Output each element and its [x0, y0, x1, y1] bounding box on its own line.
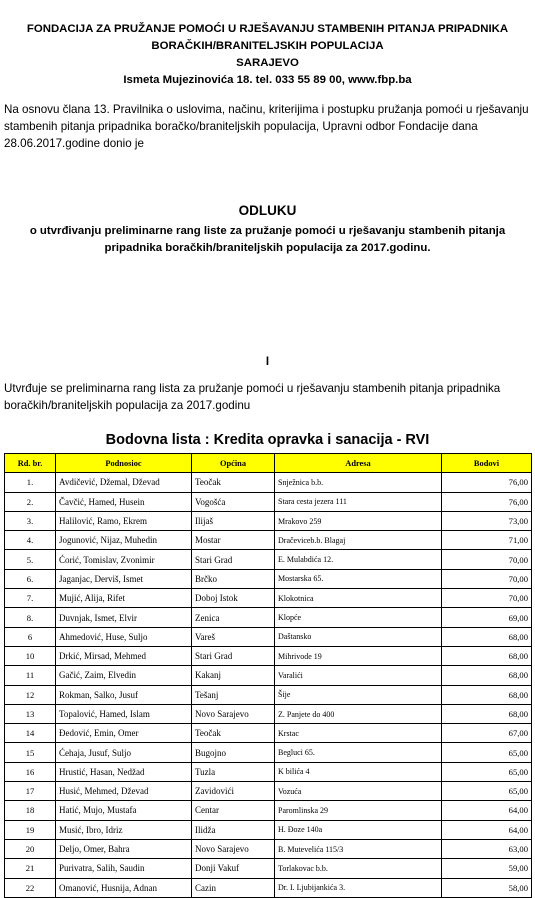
municipality-cell: Vareš [192, 627, 275, 646]
address-cell: Klokotnica [275, 589, 442, 608]
points-cell: 76,00 [442, 492, 532, 511]
header-line-2: BORAČKIH/BRANITELJSKIH POPULACIJA [151, 40, 384, 52]
municipality-cell: Tuzla [192, 762, 275, 781]
table-row [5, 666, 532, 685]
municipality-cell: Cazin [192, 878, 275, 897]
table-row [5, 782, 532, 801]
municipality-cell: Brčko [192, 569, 275, 588]
applicant-cell: Mujić, Alija, Rifet [56, 589, 192, 608]
address-cell: Daštansko [275, 627, 442, 646]
header-line-3: SARAJEVO [236, 57, 299, 69]
points-cell: 71,00 [442, 531, 532, 550]
rank-cell: 7. [5, 589, 56, 608]
municipality-cell: Novo Sarajevo [192, 704, 275, 723]
rank-cell: 21 [5, 859, 56, 878]
table-row [5, 569, 532, 588]
table-row [5, 608, 532, 627]
points-cell: 64,00 [442, 820, 532, 839]
address-cell: Šije [275, 685, 442, 704]
applicant-cell: Jogunović, Nijaz, Muhedin [56, 531, 192, 550]
address-cell: Vozuća [275, 782, 442, 801]
applicant-cell: Deljo, Omer, Bahra [56, 839, 192, 858]
column-header-rank: Rd. br. [5, 454, 56, 473]
rank-cell: 3. [5, 511, 56, 530]
rank-cell: 1. [5, 473, 56, 492]
applicant-cell: Rokman, Salko, Jusuf [56, 685, 192, 704]
points-cell: 65,00 [442, 743, 532, 762]
address-cell: E. Mulabdića 12. [275, 550, 442, 569]
column-header-address: Adresa [275, 454, 442, 473]
rank-cell: 10 [5, 646, 56, 665]
address-cell: H. Đoze 140a [275, 820, 442, 839]
points-cell: 68,00 [442, 704, 532, 723]
municipality-cell: Zenica [192, 608, 275, 627]
decision-subtitle-line-2: pripadnika boračkih/braniteljskih populacija za 2017.godinu. [104, 242, 431, 254]
applicant-cell: Ćehaja, Jusuf, Suljo [56, 743, 192, 762]
rank-cell: 13 [5, 704, 56, 723]
applicant-cell: Musić, Ibro, Idriz [56, 820, 192, 839]
applicant-cell: Ahmedović, Huse, Suljo [56, 627, 192, 646]
rank-cell: 18 [5, 801, 56, 820]
table-row [5, 473, 532, 492]
applicant-cell: Gačić, Zaim, Elvedin [56, 666, 192, 685]
table-row [5, 839, 532, 858]
rank-cell: 15 [5, 743, 56, 762]
municipality-cell: Stari Grad [192, 550, 275, 569]
address-cell: K bilića 4 [275, 762, 442, 781]
address-cell: Klopće [275, 608, 442, 627]
points-cell: 65,00 [442, 762, 532, 781]
address-cell: Mrakovo 259 [275, 511, 442, 530]
table-row [5, 801, 532, 820]
applicant-cell: Omanović, Husnija, Adnan [56, 878, 192, 897]
municipality-cell: Kakanj [192, 666, 275, 685]
municipality-cell: Ilidža [192, 820, 275, 839]
table-row [5, 511, 532, 530]
rank-cell: 19 [5, 820, 56, 839]
municipality-cell: Donji Vakuf [192, 859, 275, 878]
table-row [5, 589, 532, 608]
table-row [5, 743, 532, 762]
rank-cell: 8. [5, 608, 56, 627]
applicant-cell: Đedović, Emin, Omer [56, 724, 192, 743]
table-row [5, 762, 532, 781]
address-cell: Torlakovac b.b. [275, 859, 442, 878]
table-row [5, 550, 532, 569]
municipality-cell: Stari Grad [192, 646, 275, 665]
table-row [5, 878, 532, 897]
points-cell: 69,00 [442, 608, 532, 627]
table-row [5, 859, 532, 878]
municipality-cell: Mostar [192, 531, 275, 550]
points-cell: 68,00 [442, 666, 532, 685]
ranking-table [4, 453, 532, 898]
applicant-cell: Purivatra, Salih, Saudin [56, 859, 192, 878]
table-header-row [5, 454, 532, 473]
points-cell: 76,00 [442, 473, 532, 492]
applicant-cell: Hatić, Mujo, Mustafa [56, 801, 192, 820]
table-row [5, 685, 532, 704]
decision-subtitle-line-1: o utvrđivanju preliminarne rang liste za pružanje pomoći u rješavanju stambenih pitanja [29, 225, 506, 237]
applicant-cell: Husić, Mehmed, Dževad [56, 782, 192, 801]
address-cell: Begluci 65. [275, 743, 442, 762]
points-cell: 70,00 [442, 589, 532, 608]
municipality-cell: Centar [192, 801, 275, 820]
points-cell: 70,00 [442, 550, 532, 569]
points-cell: 65,00 [442, 782, 532, 801]
rank-cell: 11 [5, 666, 56, 685]
applicant-cell: Jaganjac, Derviš, Ismet [56, 569, 192, 588]
applicant-cell: Duvnjak, Ismet, Elvir [56, 608, 192, 627]
table-row [5, 704, 532, 723]
address-cell: Dračeviceb.b. Blagaj [275, 531, 442, 550]
rank-cell: 20 [5, 839, 56, 858]
points-cell: 68,00 [442, 627, 532, 646]
points-cell: 73,00 [442, 511, 532, 530]
header-line-4: Ismeta Mujezinovića 18. tel. 033 55 89 00, www.fbp.ba [123, 74, 412, 86]
municipality-cell: Vogošća [192, 492, 275, 511]
municipality-cell: Tešanj [192, 685, 275, 704]
points-cell: 70,00 [442, 569, 532, 588]
municipality-cell: Doboj Istok [192, 589, 275, 608]
applicant-cell: Topalović, Hamed, Islam [56, 704, 192, 723]
table-row [5, 627, 532, 646]
address-cell: Mihrivode 19 [275, 646, 442, 665]
applicant-cell: Čavčić, Hamed, Husein [56, 492, 192, 511]
address-cell: Mostarska 65. [275, 569, 442, 588]
applicant-cell: Halilović, Ramo, Ekrem [56, 511, 192, 530]
points-cell: 64,00 [442, 801, 532, 820]
rank-cell: 4. [5, 531, 56, 550]
address-cell: Snježnica b.b. [275, 473, 442, 492]
list-title: Bodovna lista : Kredita opravka i sanacija - RVI [105, 432, 430, 448]
address-cell: Z. Panjete do 400 [275, 704, 442, 723]
municipality-cell: Teočak [192, 473, 275, 492]
applicant-cell: Drkić, Mirsad, Mehmed [56, 646, 192, 665]
address-cell: Krstac [275, 724, 442, 743]
header-line-1: FONDACIJA ZA PRUŽANJE POMOĆI U RJEŠAVANJU STAMBENIH PITANJA PRIPADNIKA [26, 23, 509, 35]
municipality-cell: Ilijaš [192, 511, 275, 530]
section-number: I [265, 356, 270, 368]
table-row [5, 724, 532, 743]
table-row [5, 531, 532, 550]
rank-cell: 17 [5, 782, 56, 801]
address-cell: Dr. I. Ljubijankića 3. [275, 878, 442, 897]
rank-cell: 2. [5, 492, 56, 511]
points-cell: 58,00 [442, 878, 532, 897]
points-cell: 68,00 [442, 685, 532, 704]
rank-cell: 14 [5, 724, 56, 743]
applicant-cell: Ćorić, Tomislav, Zvonimir [56, 550, 192, 569]
municipality-cell: Teočak [192, 724, 275, 743]
rank-cell: 12 [5, 685, 56, 704]
address-cell: B. Mutevelića 115/3 [275, 839, 442, 858]
rank-cell: 6 [5, 627, 56, 646]
rank-cell: 16 [5, 762, 56, 781]
applicant-cell: Hrustić, Hasan, Nedžad [56, 762, 192, 781]
points-cell: 63,00 [442, 839, 532, 858]
points-cell: 59,00 [442, 859, 532, 878]
address-cell: Paromlinska 29 [275, 801, 442, 820]
table-body [5, 473, 532, 898]
address-cell: Varalići [275, 666, 442, 685]
rank-cell: 22 [5, 878, 56, 897]
column-header-applicant: Podnosioc [56, 454, 192, 473]
municipality-cell: Novo Sarajevo [192, 839, 275, 858]
points-cell: 68,00 [442, 646, 532, 665]
table-row [5, 646, 532, 665]
address-cell: Stara cesta jezera 111 [275, 492, 442, 511]
column-header-points: Bodovi [442, 454, 532, 473]
applicant-cell: Avdičević, Džemal, Dževad [56, 473, 192, 492]
intro-paragraph: Na osnovu člana 13. Pravilnika o uslovima, načinu, kriterijima i postupku pružanja pomoći u rješavanju stambenih pitanja pripadnika boračko/braniteljskih populacija, Upravni odbor Fondacije dana 28.06.2017.godine donio je [4, 103, 529, 150]
rank-cell: 6. [5, 569, 56, 588]
points-cell: 67,00 [442, 724, 532, 743]
municipality-cell: Zavidovići [192, 782, 275, 801]
decision-title: ODLUKU [238, 203, 297, 218]
rank-cell: 5. [5, 550, 56, 569]
table-row [5, 492, 532, 511]
table-row [5, 820, 532, 839]
section-paragraph: Utvrđuje se preliminarna rang lista za pružanje pomoći u rješavanju stambenih pitanja pripadnika boračkih/braniteljskih populacija za 2017.godinu [4, 382, 501, 412]
column-header-municipality: Općina [192, 454, 275, 473]
municipality-cell: Bugojno [192, 743, 275, 762]
